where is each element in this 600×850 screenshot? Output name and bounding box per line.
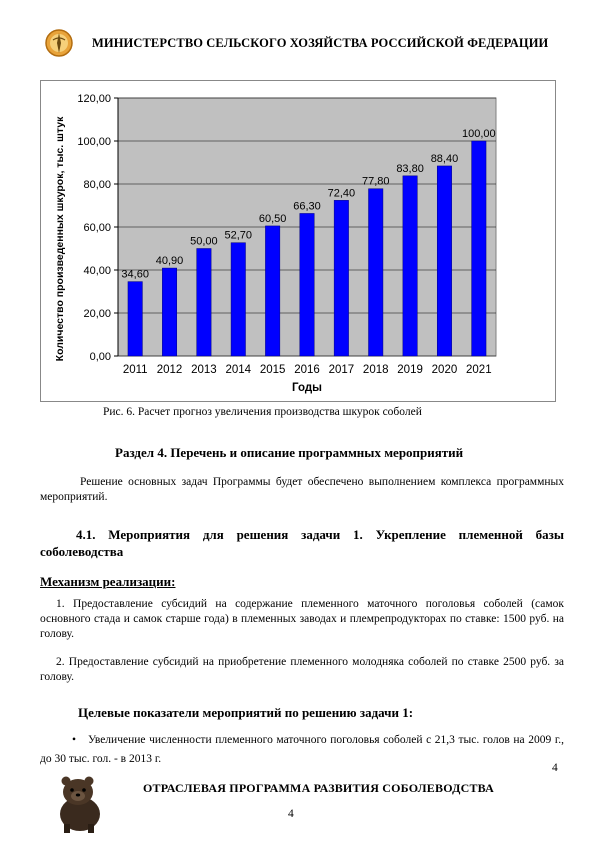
data-label: 83,80: [396, 162, 424, 175]
x-tick-label: 2016: [294, 364, 320, 376]
data-label: 88,40: [430, 152, 459, 165]
measure-item-1: 1. Предоставление субсидий на содержание племенного маточного поголовья соболей (самок основного стада и самок старше года) в племенных заводах и племрепродукторах по ставке: 1500 руб. на голову.: [40, 598, 564, 640]
target-bullet-text: Увеличение численности племенного маточного поголовья соболей с 21,3 тыс. голов на 2009 г., до 30 тыс. гол. - в 2013 г.: [40, 734, 564, 765]
target-bullet-item: [40, 731, 564, 769]
bar: [472, 141, 486, 356]
bullet-icon: •: [72, 734, 77, 746]
data-label: 72,40: [327, 187, 356, 200]
data-label: 50,00: [190, 235, 218, 248]
section-intro-paragraph: Решение основных задач Программы будет обеспечено выполнением комплекса программных мероприятий.: [40, 476, 564, 503]
figure-caption: Рис. 6. Расчет прогноз увеличения производства шкурок соболей: [103, 406, 422, 418]
x-tick-label: 2018: [362, 364, 389, 376]
section-title: Раздел 4. Перечень и описание программных мероприятий: [115, 445, 464, 460]
bar: [128, 282, 142, 356]
bar: [231, 243, 245, 356]
subsection-title: 4.1. Мероприятия для решения задачи 1. Укрепление племенной базы соболеводства: [40, 527, 564, 559]
data-label: 52,70: [224, 229, 253, 242]
y-tick-label: 0,00: [89, 351, 111, 363]
targets-heading: Целевые показатели мероприятий по решению задачи 1:: [78, 705, 414, 720]
x-tick-label: 2019: [397, 364, 423, 376]
bar: [300, 213, 314, 356]
y-tick-label: 80,00: [83, 179, 111, 191]
y-tick-label: 40,00: [83, 265, 111, 277]
x-tick-label: 2021: [466, 364, 492, 376]
program-footer-title: ОТРАСЛЕВАЯ ПРОГРАММА РАЗВИТИЯ СОБОЛЕВОДСТВА: [143, 781, 494, 795]
y-axis-label: Количество произведенных шкурок, тыс. штук: [54, 116, 66, 362]
mechanism-heading: Механизм реализации:: [40, 574, 176, 589]
bar: [403, 176, 417, 356]
data-label: 60,50: [258, 212, 287, 225]
y-tick-label: 100,00: [77, 136, 111, 148]
sable-animal-image: [50, 772, 110, 834]
bar: [162, 268, 176, 356]
data-label: 40,90: [155, 255, 184, 268]
bar: [265, 226, 279, 356]
bar: [369, 189, 383, 356]
data-label: 100,00: [461, 128, 496, 140]
measure-item-2: 2. Предоставление субсидий на приобретение племенного молодняка соболей по ставке 2500 руб. за голову.: [40, 656, 564, 683]
x-tick-label: 2011: [122, 364, 148, 376]
bar: [197, 249, 211, 357]
page-number-right: 4: [552, 762, 558, 774]
data-label: 77,80: [361, 175, 390, 188]
bar: [334, 200, 348, 356]
x-tick-label: 2017: [328, 364, 355, 376]
chart-container: [40, 80, 556, 402]
x-tick-label: 2013: [191, 364, 217, 376]
page-number-center: 4: [288, 808, 294, 820]
x-tick-label: 2014: [225, 364, 252, 376]
data-label: 66,30: [293, 200, 321, 213]
bar: [437, 166, 451, 356]
x-tick-label: 2015: [259, 364, 286, 376]
bar-chart: [41, 81, 555, 401]
ministry-emblem-logo: [44, 28, 74, 58]
x-tick-label: 2012: [156, 364, 183, 376]
ministry-header-title: МИНИСТЕРСТВО СЕЛЬСКОГО ХОЗЯЙСТВА РОССИЙСКОЙ ФЕДЕРАЦИИ: [92, 36, 549, 50]
x-tick-label: 2020: [431, 364, 458, 376]
y-tick-label: 20,00: [83, 308, 111, 320]
data-label: 34,60: [121, 268, 149, 281]
x-axis-label: Годы: [292, 382, 322, 394]
y-tick-label: 60,00: [83, 222, 111, 234]
y-tick-label: 120,00: [77, 93, 111, 105]
